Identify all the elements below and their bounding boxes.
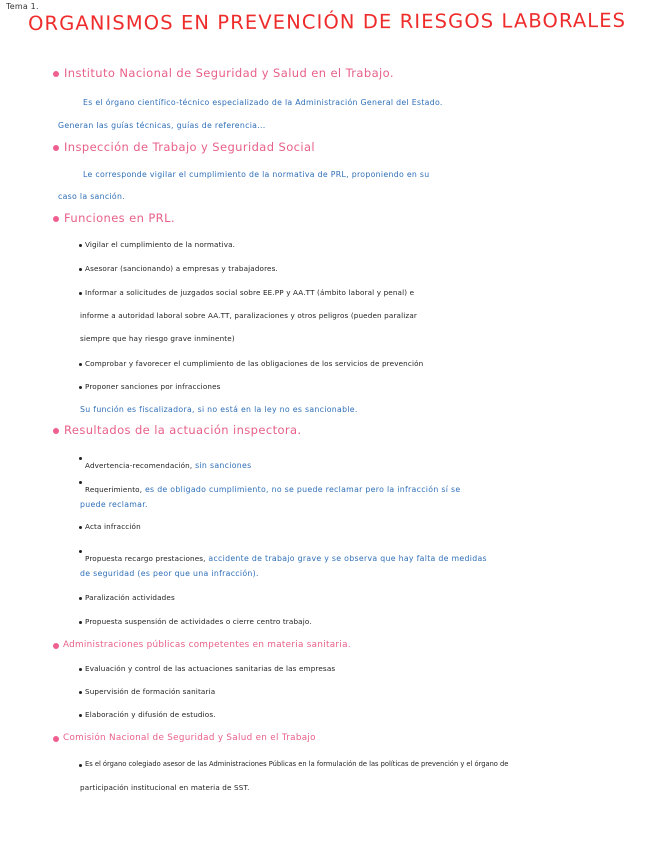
section-heading-instituto: Instituto Nacional de Seguridad y Salud en el Trabajo. bbox=[64, 66, 394, 80]
list-bullet-icon bbox=[79, 386, 82, 389]
list-bullet-icon bbox=[79, 526, 82, 529]
section-heading-comision: Comisión Nacional de Seguridad y Salud en el Trabajo bbox=[63, 733, 316, 743]
list-bullet-icon bbox=[79, 481, 82, 484]
tema-label: Tema 1. bbox=[6, 2, 39, 11]
list-bullet-icon bbox=[79, 244, 82, 247]
list-bullet-icon bbox=[79, 550, 82, 553]
resultado-item bbox=[85, 453, 251, 472]
administracion-item: Supervisión de formación sanitaria bbox=[85, 687, 216, 696]
resultado-desc-cont: puede reclamar. bbox=[80, 500, 148, 509]
list-bullet-icon bbox=[79, 621, 82, 624]
page-title: ORGANISMOS EN PREVENCIÓN DE RIESGOS LABORALES bbox=[28, 8, 627, 35]
list-bullet-icon bbox=[79, 292, 82, 295]
list-bullet-icon bbox=[79, 764, 82, 767]
funcion-item-cont: informe a autoridad laboral sobre AA.TT, paralizaciones y otros peligros (pueden paralizar bbox=[80, 311, 417, 320]
section-bullet-icon bbox=[53, 216, 59, 222]
administracion-item: Evaluación y control de las actuaciones sanitarias de las empresas bbox=[85, 664, 336, 673]
resultado-term: Acta infracción bbox=[85, 522, 141, 531]
resultado-desc: sin sanciones bbox=[192, 461, 252, 470]
funcion-item-cont: siempre que hay riesgo grave inminente) bbox=[80, 334, 235, 343]
funcion-item: Vigilar el cumplimiento de la normativa. bbox=[85, 240, 236, 249]
list-bullet-icon bbox=[79, 714, 82, 717]
section-heading-funciones: Funciones en PRL. bbox=[64, 211, 175, 225]
resultado-term: Requerimiento, bbox=[85, 485, 143, 494]
list-bullet-icon bbox=[79, 597, 82, 600]
list-bullet-icon bbox=[79, 691, 82, 694]
funcion-item: Informar a solicitudes de juzgados social sobre EE.PP y AA.TT (ámbito laboral y penal) e bbox=[85, 288, 415, 297]
section-heading-inspeccion: Inspección de Trabajo y Seguridad Social bbox=[64, 140, 315, 154]
resultado-item bbox=[85, 477, 460, 496]
section-bullet-icon bbox=[53, 145, 59, 151]
resultado-term: Propuesta suspensión de actividades o cierre centro trabajo. bbox=[85, 617, 312, 626]
resultado-desc-cont: de seguridad (es peor que una infracción). bbox=[80, 569, 259, 578]
resultado-item bbox=[85, 546, 487, 565]
resultado-desc: es de obligado cumplimiento, no se puede reclamar pero la infracción sí se bbox=[142, 485, 461, 494]
resultado-term: Propuesta recargo prestaciones, bbox=[85, 554, 206, 563]
funciones-note: Su función es fiscalizadora, si no está en la ley no es sancionable. bbox=[80, 405, 358, 414]
funcion-item: Proponer sanciones por infracciones bbox=[85, 382, 221, 391]
resultado-desc: accidente de trabajo grave y se observa que hay falta de medidas bbox=[205, 554, 487, 563]
section-bullet-icon bbox=[53, 736, 59, 742]
resultado-term: Advertencia-recomendación, bbox=[85, 461, 193, 470]
section-heading-administraciones: Administraciones públicas competentes en materia sanitaria. bbox=[63, 640, 351, 650]
list-bullet-icon bbox=[79, 363, 82, 366]
list-bullet-icon bbox=[79, 668, 82, 671]
resultado-term: Paralización actividades bbox=[85, 593, 175, 602]
section-bullet-icon bbox=[53, 643, 59, 649]
instituto-text-2: Generan las guías técnicas, guías de referencia... bbox=[58, 121, 266, 130]
funcion-item: Comprobar y favorecer el cumplimiento de las obligaciones de los servicios de prevención bbox=[85, 359, 424, 368]
section-bullet-icon bbox=[53, 428, 59, 434]
comision-item: Es el órgano colegiado asesor de las Administraciones Públicas en la formulación de las políticas de prevención y el órgano de bbox=[85, 760, 509, 768]
instituto-text-1: Es el órgano científico-técnico especializado de la Administración General del Estado. bbox=[83, 98, 443, 107]
funcion-item: Asesorar (sancionando) a empresas y trabajadores. bbox=[85, 264, 278, 273]
list-bullet-icon bbox=[79, 457, 82, 460]
comision-item-cont: participación institucional en materia de SST. bbox=[80, 783, 250, 792]
inspeccion-text-2: caso la sanción. bbox=[58, 192, 126, 201]
administracion-item: Elaboración y difusión de estudios. bbox=[85, 710, 216, 719]
list-bullet-icon bbox=[79, 268, 82, 271]
section-heading-resultados: Resultados de la actuación inspectora. bbox=[64, 423, 302, 437]
inspeccion-text-1: Le corresponde vigilar el cumplimiento de la normativa de PRL, proponiendo en su bbox=[83, 170, 430, 179]
section-bullet-icon bbox=[53, 71, 59, 77]
